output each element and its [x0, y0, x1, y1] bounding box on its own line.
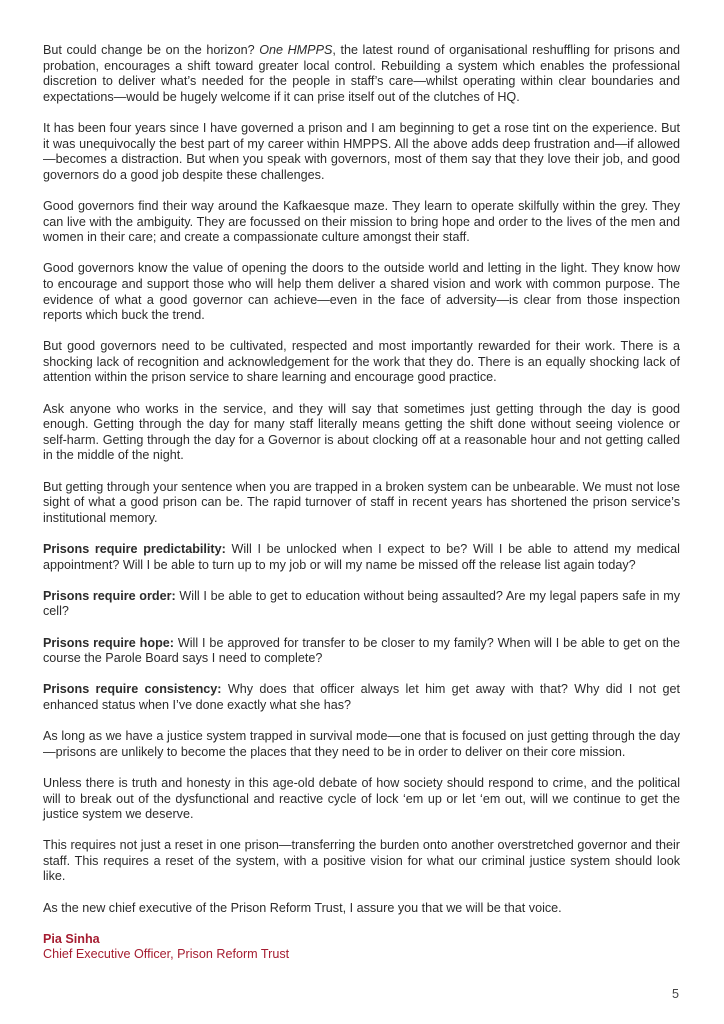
requirement-consistency — [43, 682, 680, 713]
paragraph-text: , the latest round of organisational reshuffling for prisons and probation, encourages a shift toward greater local control. Rebuilding a system which enables the professional discretion to deliver what’s needed for the people in staff’s care—whilst operating within clear boundaries and expectations—would be hugely welcome if it can prise itself out of the clutches of HQ. — [43, 43, 680, 104]
paragraph-broken-system: But getting through your sentence when you are trapped in a broken system can be unbearable. We must not lose sight of what a good prison can be. The rapid turnover of staff in recent years has shortened the prison service’s institutional memory. — [43, 479, 680, 525]
paragraph-cultivated-governors: But good governors need to be cultivated, respected and most importantly rewarded for their work. There is a shocking lack of recognition and acknowledgement for the work that they do. There is an equally shocking lack of attention within the prison service to share learning and encourage good practice. — [43, 339, 680, 385]
requirement-text: Will I be approved for transfer to be closer to my family? When will I be able to get on the course the Parole Board says I need to complete? — [43, 635, 681, 666]
requirement-lead: Prisons require predictability: — [43, 542, 226, 556]
paragraph-truth-and-honesty: Unless there is truth and honesty in this age-old debate of how society should respond to crime, and the political will to break out of the dysfunctional and reactive cycle of lock ‘em up or let ‘em out, will we continue to get the justice system we deserve. — [43, 775, 680, 822]
signature-name: Pia Sinha — [43, 931, 100, 946]
paragraph-getting-through-day: Ask anyone who works in the service, and they will say that sometimes just getting through the day is good enough. Getting through the day for many staff literally means getting the shift done without seeing violence or self-harm. Getting through the day for a Governor is about clocking off at a reasonable hour and not getting called in the middle of the night. — [43, 401, 680, 463]
requirement-text: Will I be able to get to education without being assaulted? Are my legal papers safe in my cell? — [43, 588, 680, 619]
one-hmpps-emphasis: One HMPPS — [259, 43, 333, 57]
signature-title: Chief Executive Officer, Prison Reform Trust — [43, 947, 290, 962]
paragraph-that-voice: As the new chief executive of the Prison Reform Trust, I assure you that we will be that voice. — [43, 900, 562, 915]
requirement-text: Why does that officer always let him get away with that? Why did I not get enhanced status when I’ve done exactly what she has? — [43, 682, 680, 712]
paragraph-governed-prison: It has been four years since I have governed a prison and I am beginning to get a rose tint on the experience. But it was unequivocally the best part of my career within HMPPS. All the above adds deep frustration and—if allowed—becomes a distraction. But when you speak with governors, most of them say that they love their job, and good governors do a good job despite these challenges. — [43, 120, 680, 182]
requirement-text: Will I be unlocked when I expect to be? Will I be able to attend my medical appointment? Will I be able to turn up to my job or will my name be missed off the release list again today? — [43, 542, 680, 572]
paragraph-system-reset: This requires not just a reset in one prison—transferring the burden onto another overstretched governor and their staff. This requires a reset of the system, with a positive vision for what our criminal justice system should look like. — [43, 838, 680, 884]
article-body — [43, 43, 680, 963]
paragraph-kafkaesque-maze: Good governors find their way around the Kafkaesque maze. They learn to operate skilfully within the grey. They can live with the ambiguity. They are focussed on their mission to bring hope and order to the lives of the men and women in their care; and create a compassionate culture amongst their staff. — [43, 198, 680, 245]
requirement-hope — [43, 636, 680, 667]
page-number: 5 — [671, 987, 679, 1001]
requirement-predictability — [43, 542, 680, 573]
requirement-lead: Prisons require consistency: — [43, 682, 222, 697]
requirement-lead: Prisons require hope: — [43, 635, 174, 650]
paragraph-survival-mode: As long as we have a justice system trapped in survival mode—one that is focused on just getting through the day—prisons are unlikely to become the places that they need to be in order to deliver on their core mission. — [43, 729, 680, 759]
requirement-lead: Prisons require order: — [43, 588, 176, 603]
paragraph-opening-doors: Good governors know the value of opening the doors to the outside world and letting in the light. They know how to encourage and support those who will help them deliver a shared vision and work with common purpose. The evidence of what a good governor can achieve—even in the face of adversity—is clear from those inspection reports which buck the trend. — [43, 261, 680, 323]
paragraph-text: But could change be on the horizon? — [43, 43, 260, 57]
paragraph-one-hmpps — [43, 43, 680, 105]
requirement-order — [43, 589, 680, 620]
